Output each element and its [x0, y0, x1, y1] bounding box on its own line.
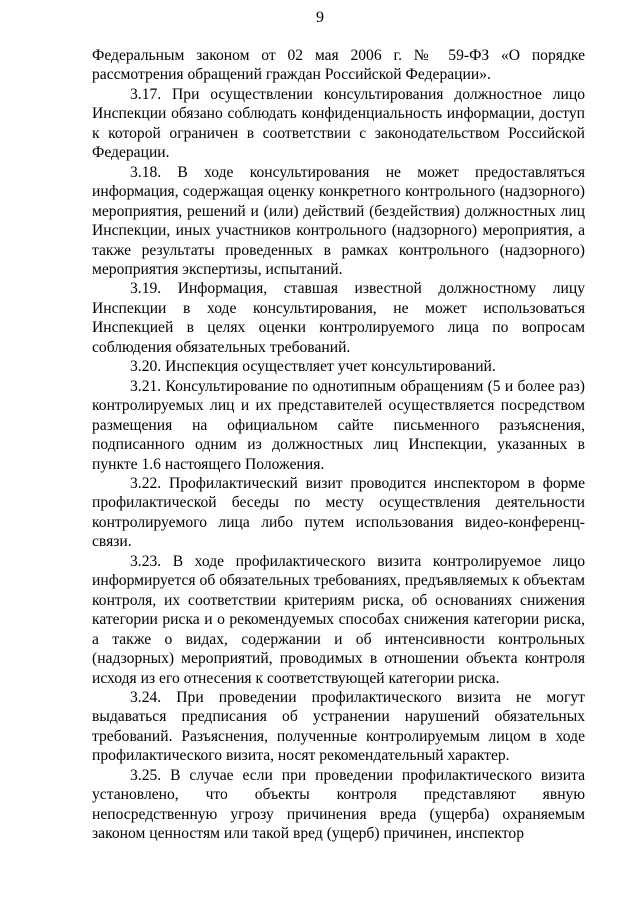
- paragraph-3-23: 3.23. В ходе профилактического визита контролируемое лицо информируется об обязательных требованиях, предъявляемых к объектам контроля, их соответствии критериям риска, об основаниях снижения категории риска и о рекомендуемых способах снижения категории риска, а также о видах, содержании и об интенсивности контрольных (надзорных) мероприятий, проводимых в отношении объекта контроля исходя из его отнесения к соответствующей категории риска.: [92, 552, 585, 687]
- paragraph-3-20: 3.20. Инспекция осуществляет учет консультирований.: [130, 358, 496, 376]
- paragraph-3-17: 3.17. При осуществлении консультирования должностное лицо Инспекции обязано соблюдать конфиденциальность информации, доступ к которой ограничен в соответствии с законодательством Российской Федерации.: [92, 85, 585, 162]
- paragraph-3-22: 3.22. Профилактический визит проводится инспектором в форме профилактической беседы по месту осуществления деятельности контролируемого лица либо путем использования видео-конференц-связи.: [92, 474, 585, 551]
- paragraph-3-18: 3.18. В ходе консультирования не может предоставляться информация, содержащая оценку конкретного контрольного (надзорного) мероприятия, решений и (или) действий (бездействия) должностных лиц Инспекции, иных участников контрольного (надзорного) мероприятия, а также результаты проведенных в рамках контрольного (надзорного) мероприятия экспертизы, испытаний.: [92, 163, 585, 278]
- paragraph-3-24: 3.24. При проведении профилактического визита не могут выдаваться предписания об устранении нарушений обязательных требований. Разъяснения, полученные контролируемым лицом в ходе профилактического визита, носят рекомендательный характер.: [92, 688, 585, 765]
- paragraph-3-21: 3.21. Консультирование по однотипным обращениям (5 и более раз) контролируемых лиц и их представителей осуществляется посредством размещения на официальном сайте письменного разъяснения, подписанного одним из должностных лиц Инспекции, указанных в пункте 1.6 настоящего Положения.: [92, 377, 585, 473]
- page-number: 9: [316, 9, 324, 26]
- document-body: [92, 46, 585, 844]
- paragraph-3-19: 3.19. Информация, ставшая известной должностному лицу Инспекции в ходе консультирования, не может использоваться Инспекцией в целях оценки контролируемого лица по вопросам соблюдения обязательных требований.: [92, 280, 585, 356]
- paragraph-3-25: 3.25. В случае если при проведении профилактического визита установлено, что объекты контроля представляют явную непосредственную угрозу причинения вреда (ущерба) охраняемым законом ценностям или такой вред (ущерб) причинен, инспектор: [92, 766, 585, 843]
- paragraph-continuation: Федеральным законом от 02 мая 2006 г. № 59-ФЗ «О порядке рассмотрения обращений граждан Российской Федерации».: [92, 47, 585, 84]
